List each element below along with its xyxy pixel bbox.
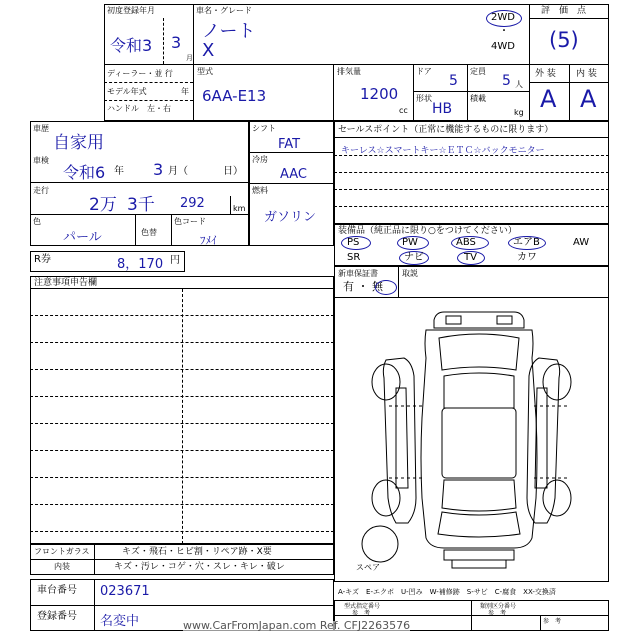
car-name-label: 車名・グレード <box>196 6 252 15</box>
recycle-unit: 円 <box>170 255 180 266</box>
grade: X <box>202 40 215 61</box>
first-reg-month: 3 <box>171 33 182 52</box>
fuel-label: 燃料 <box>252 186 268 195</box>
model-year-unit: 年 <box>181 87 189 96</box>
model-year-label: モデル年式 <box>107 87 147 96</box>
form-b: 類別区分番号 <box>480 603 517 610</box>
displacement: 1200 <box>360 85 399 103</box>
load-label: 積載 <box>470 94 486 103</box>
reg-label: 登録番号 <box>37 611 77 622</box>
sales-label: セールスポイント（正常に機能するものに限ります） <box>338 125 554 135</box>
equip-leather: カワ <box>517 252 537 263</box>
capacity-unit: 人 <box>515 80 523 89</box>
first-reg-month-unit: 月 <box>186 54 193 62</box>
equip-abs: ABS <box>456 237 476 248</box>
inspection-month-unit: 月（ <box>168 166 188 177</box>
form-e: 参 考 <box>543 618 562 625</box>
shape: HB <box>432 101 453 117</box>
km-unit: km <box>233 204 246 213</box>
inspection-day-unit: 日） <box>223 166 243 177</box>
dealer-label: ディーラー・並 行 <box>107 69 173 78</box>
drive-dot: ・ <box>499 26 509 37</box>
notes-label: 注意事項申告欄 <box>34 278 98 288</box>
eval-label: 評 価 点 <box>541 6 587 16</box>
fuel: ガソリン <box>264 210 317 225</box>
equip-ps: PS <box>347 237 360 248</box>
equip-pw: PW <box>402 237 418 248</box>
interior-label: 内 装 <box>576 69 597 79</box>
first-reg-label: 初度登録年月 <box>107 6 155 15</box>
model-code: 6AA-E13 <box>202 87 267 105</box>
equip-navi: ナビ <box>404 252 424 263</box>
inspection-label: 車検 <box>33 156 49 165</box>
capacity: 5 <box>502 73 511 89</box>
car-diagram <box>334 298 609 582</box>
mileage-rest: 292 <box>180 196 205 211</box>
interior-defect-text: キズ・汚レ・コゲ・穴・スレ・キレ・破レ <box>114 562 285 572</box>
chassis-label: 車台番号 <box>37 585 77 596</box>
drive-4wd: 4WD <box>491 41 515 52</box>
spare-label: スペア <box>356 563 380 572</box>
sales-points: キーレス☆スマートキー☆ＥＴＣ☆バックモニター <box>341 146 545 156</box>
equipment-label: 装備品（純正品に限り○をつけてください） <box>338 226 517 236</box>
windshield-label: フロントガラス <box>34 547 90 556</box>
inspection-era: 令和6 <box>63 163 106 182</box>
recycle-label: R券 <box>34 254 51 265</box>
shift: FAT <box>278 137 301 152</box>
interior-grade: A <box>580 85 597 113</box>
warranty-new-label: 新車保証書 <box>338 269 378 278</box>
equip-aw: AW <box>573 237 590 248</box>
shape-label: 形状 <box>416 94 432 103</box>
inspection-year-unit: 年 <box>114 166 124 177</box>
reg-number: 名変中 <box>100 614 140 629</box>
inspection-month: 3 <box>153 160 164 179</box>
recycle-value: 8，170 <box>117 257 164 272</box>
displacement-label: 排気量 <box>337 67 361 76</box>
color-label: 色 <box>33 217 41 226</box>
drive-2wd: 2WD <box>491 12 515 23</box>
exterior-label: 外 装 <box>535 69 556 79</box>
mileage-man: 2万 <box>89 195 117 215</box>
equip-sr: SR <box>347 252 361 263</box>
model-label: 型式 <box>197 67 213 76</box>
color-code-label: 色コード <box>174 217 206 226</box>
chassis-number: 023671 <box>100 584 150 599</box>
equip-tv: TV <box>464 252 477 263</box>
usage: 自家用 <box>53 133 104 153</box>
handle-label: ハンドル 左・右 <box>107 104 171 113</box>
exterior-grade: A <box>540 85 557 113</box>
top-section <box>104 4 609 121</box>
equip-airbag: エアB <box>513 237 540 248</box>
capacity-label: 定員 <box>470 67 486 76</box>
ac-label: 冷房 <box>252 155 268 164</box>
first-reg-era: 令和3 <box>110 36 153 55</box>
doors: 5 <box>449 73 458 89</box>
form-a: 型式指定番号 <box>344 603 381 610</box>
watermark: www.CarFromJapan.com Ref. CFJ2263576 <box>183 619 411 632</box>
color-check-label: 色替 <box>141 228 157 237</box>
color: パール <box>63 230 102 245</box>
usage-label: 車歴 <box>33 124 49 133</box>
eval-score: (5) <box>549 28 579 52</box>
mileage-sen: 3千 <box>127 195 155 215</box>
door-label: ドア <box>416 67 432 76</box>
manual-label: 取説 <box>402 269 418 278</box>
cc-unit: cc <box>399 106 408 115</box>
shift-label: シフト <box>252 124 276 133</box>
form-c: 参 考 <box>352 610 371 617</box>
ac: AAC <box>280 167 307 182</box>
color-code: ﾌﾒｲ <box>200 234 217 247</box>
damage-legend: A-キズ E-エクボ U-凹み W-補修跡 S-サビ C-腐食 XX-交換済 <box>338 588 556 596</box>
windshield-text: キズ・飛石・ヒビ割・リペア跡・X要 <box>122 547 272 557</box>
form-d: 参 考 <box>488 610 507 617</box>
kg-unit: kg <box>514 108 524 117</box>
warranty-value: 有 ・ 無 <box>343 280 383 293</box>
interior-defect-label: 内装 <box>54 562 70 571</box>
car-name: ノート <box>202 21 256 42</box>
mileage-label: 走行 <box>33 186 49 195</box>
